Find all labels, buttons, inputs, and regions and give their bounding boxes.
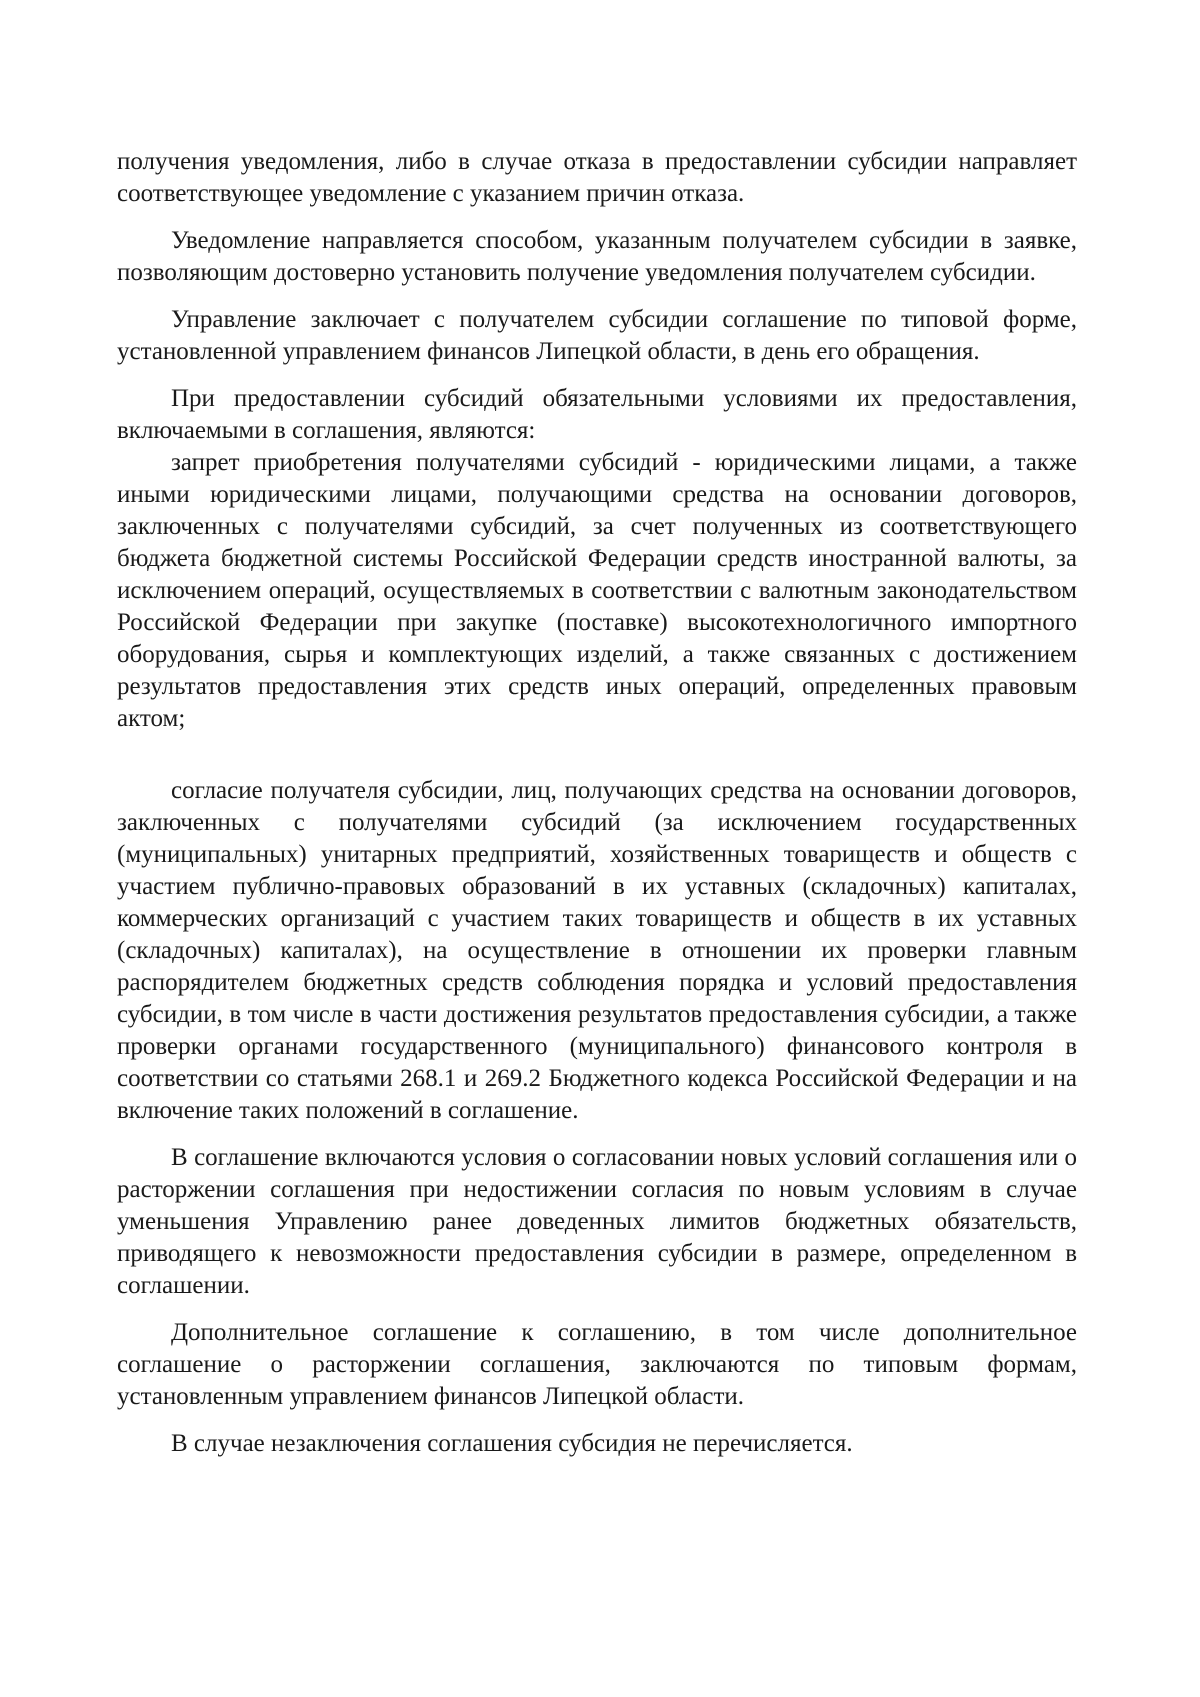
paragraph-currency-prohibition: запрет приобретения получателями субсидий - юридическими лицами, а также иными юридическими лицами, получающими средства на основании договоров, заключенных с получателями субсидий, за счет полученных из соответствующего бюджета бюджетной системы Российской Федерации средств иностранной валюты, за исключением операций, осуществляемых в соответствии с валютным законодательством Российской Федерации при закупке (поставке) высокотехнологичного импортного оборудования, сырья и комплектующих изделий, а также связанных с достижением результатов предоставления этих средств иных операций, определенных правовым актом; <box>117 449 1077 732</box>
paragraph-mandatory-conditions: При предоставлении субсидий обязательными условиями их предоставления, включаемыми в соглашения, являются: <box>117 385 1077 444</box>
paragraph-notification-method: Уведомление направляется способом, указанным получателем субсидии в заявке, позволяющим достоверно установить получение уведомления получателем субсидии. <box>117 227 1077 286</box>
paragraph-notification-continuation: получения уведомления, либо в случае отказа в предоставлении субсидии направляет соответствующее уведомление с указанием причин отказа. <box>117 148 1077 207</box>
paragraph-agreement-conclusion: Управление заключает с получателем субсидии соглашение по типовой форме, установленной управлением финансов Липецкой области, в день его обращения. <box>117 306 1077 365</box>
paragraph-non-conclusion: В случае незаключения соглашения субсидия не перечисляется. <box>171 1430 853 1457</box>
paragraph-new-conditions: В соглашение включаются условия о согласовании новых условий соглашения или о расторжении соглашения при недостижении согласия по новым условиям в случае уменьшения Управлению ранее доведенных лимитов бюджетных обязательств, приводящего к невозможности предоставления субсидии в размере, определенном в соглашении. <box>117 1144 1077 1299</box>
document-page <box>117 146 1077 1460</box>
paragraph-inspection-consent: согласие получателя субсидии, лиц, получающих средства на основании договоров, заключенных с получателями субсидий (за исключением государственных (муниципальных) унитарных предприятий, хозяйственных товариществ и обществ с участием публично-правовых образований в их уставных (складочных) капиталах, коммерческих организаций с участием таких товариществ и обществ в их уставных (складочных) капиталах), на осуществление в отношении их проверки главным распорядителем бюджетных средств соблюдения порядка и условий предоставления субсидии, в том числе в части достижения результатов предоставления субсидии, а также проверки органами государственного (муниципального) финансового контроля в соответствии со статьями 268.1 и 269.2 Бюджетного кодекса Российской Федерации и на включение таких положений в соглашение. <box>117 777 1077 1124</box>
paragraph-additional-agreement: Дополнительное соглашение к соглашению, в том числе дополнительное соглашение о расторжении соглашения, заключаются по типовым формам, установленным управлением финансов Липецкой области. <box>117 1319 1077 1410</box>
